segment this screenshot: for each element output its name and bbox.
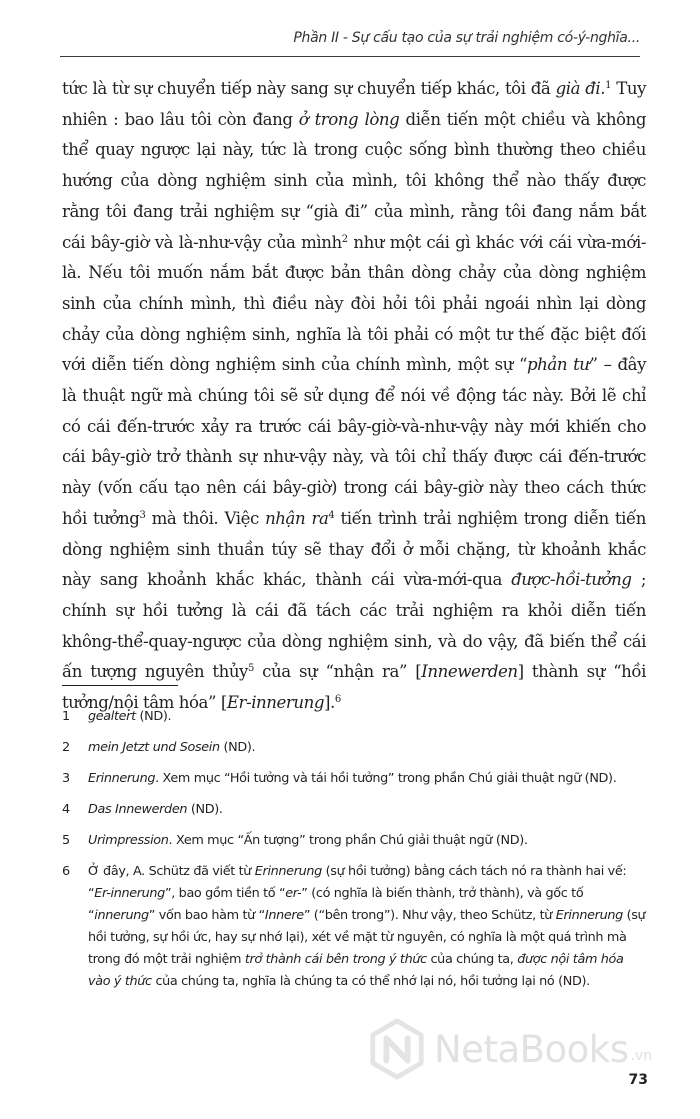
text-run: ]. — [324, 693, 335, 713]
footnote-number: 3 — [62, 771, 70, 786]
text-run: . Xem mục “Hồi tưởng và tái hồi tưởng” trong phần Chú giải thuật ngữ (ND). — [155, 771, 617, 786]
text-run: (sự hồi tưởng, sự hồi ức, hay sự nhớ lại), xét về mặt từ nguyên, có nghĩa là một quá trình mà trong đó một trải nghiệm — [88, 908, 646, 967]
text-run-italic: nhận ra — [265, 508, 329, 528]
text-run-italic: trở thành cái bên trong ý thức — [244, 952, 427, 967]
text-run-italic: Innere — [264, 908, 304, 923]
text-run-italic: mein Jetzt und Sosein — [88, 740, 220, 755]
watermark-brand: NetaBooks — [434, 1027, 629, 1071]
text-run: ” (“bên trong”). Như vậy, theo Schütz, từ — [303, 908, 556, 923]
text-run: mà thôi. Việc — [145, 508, 266, 528]
footnote-2 — [62, 737, 646, 759]
text-run: ] thành sự “hồi tưởng/nội tâm hóa” [ — [62, 662, 646, 713]
text-run: như một cái gì khác với cái vừa-mới-là. Nếu tôi muốn nắm bắt được bản thân dòng chảy của dòng nghiệm sinh của chính mình, thì điều này đòi hỏi tôi phải ngoái nhìn lại dòng chảy của dòng nghiệm sinh, nghĩa là tôi phải có một tư thế đặc biệt đối với diễn tiến dòng nghiệm sinh của chính mình, một sự “ — [62, 232, 646, 375]
footnote-number: 6 — [62, 864, 70, 879]
footnote-3 — [62, 768, 646, 790]
text-run: . Xem mục “Ấn tượng” trong phần Chú giải thuật ngữ (ND). — [168, 833, 528, 848]
text-run: của chúng ta, — [426, 952, 518, 967]
text-run: ” – đây là thuật ngữ mà chúng tôi sẽ sử dụng để nói về động tác này. Bởi lẽ chỉ có cái đến-trước xảy ra trước cái bây-giờ-và-như-vậy này mới khiến cho cái bây-giờ trở thành sự như-vậy này, và tôi chỉ thấy được cái đến-trước này (vốn cấu tạo nên cái bây-giờ) trong cái bây-giờ này theo cách thức hồi tưởng — [62, 355, 646, 528]
text-run: (sự hồi tưởng) bằng cách tách nó ra thành hai vế: “ — [88, 864, 627, 901]
footnote-number: 4 — [62, 802, 70, 817]
text-run: (ND). — [135, 709, 172, 724]
text-run: ” (có nghĩa là biến thành, trở thành), và gốc tố “ — [88, 886, 584, 923]
text-run-italic: innerung — [94, 908, 149, 923]
text-run-italic: er- — [285, 886, 302, 901]
footnote-ref-4[interactable]: 4 — [328, 509, 335, 521]
main-paragraph — [62, 74, 646, 719]
footnote-1 — [62, 706, 646, 728]
text-run: (ND). — [219, 740, 256, 755]
text-run: tức là từ sự chuyển tiếp này sang sự chuyển tiếp khác, tôi đã — [62, 79, 556, 98]
footnote-6 — [62, 861, 646, 993]
running-header — [60, 26, 640, 57]
footnotes — [62, 706, 646, 1002]
text-run: Ở đây, A. Schütz đã viết từ — [88, 864, 255, 879]
footnote-text — [88, 768, 646, 790]
text-run-italic: Erinnerung — [555, 908, 623, 923]
text-run: của chúng ta, nghĩa là chúng ta có thể nhớ lại nó, hồi tưởng lại nó (ND). — [151, 974, 590, 989]
footnote-ref-3[interactable]: 3 — [139, 509, 146, 521]
footnote-number: 2 — [62, 740, 70, 755]
footnote-text — [88, 861, 646, 993]
text-run-italic: Er-innerung — [94, 886, 165, 901]
text-run: Tuy nhiên : bao lâu tôi còn đang — [62, 79, 647, 129]
text-run-italic: ở trong lòng — [298, 109, 400, 129]
text-run: (ND). — [187, 802, 223, 817]
netabooks-logo-icon — [366, 1018, 428, 1080]
text-run: ; chính sự hồi tưởng là cái đã tách các trải nghiệm ra khỏi diễn tiến không-thể-quay-ngược của dòng nghiệm sinh, và do vậy, đã biến thể cái ấn tượng nguyên thủy — [62, 570, 646, 682]
text-run-italic: Urimpression — [88, 833, 169, 848]
text-run-italic: phản tư — [526, 355, 590, 375]
text-run-italic: Erinnerung — [88, 771, 156, 786]
text-run-italic: được nội tâm hóa vào ý thức — [88, 952, 624, 989]
footnote-ref-2[interactable]: 2 — [341, 233, 348, 245]
text-run-italic: gealtert — [88, 709, 136, 724]
footnote-number: 5 — [62, 833, 70, 848]
footnote-ref-5[interactable]: 5 — [247, 663, 254, 675]
text-run: ” vốn bao hàm từ “ — [148, 908, 265, 923]
footnote-number: 1 — [62, 709, 70, 724]
text-run-italic: Erinnerung — [254, 864, 322, 879]
watermark-domain: .vn — [630, 1048, 653, 1064]
text-run: diễn tiến một chiều và không thể quay ngược lại này, tức là trong cuộc sống bình thường theo chiều hướng của dòng nghiệm sinh của mình, tôi không thể nào thấy được rằng tôi đang trải nghiệm sự “già đi” của mình, rằng tôi đang nắm bắt cái bây-giờ và là-như-vậy của mình — [62, 109, 647, 252]
text-run: ”, bao gồm tiền tố “ — [164, 886, 286, 901]
footnote-ref-6[interactable]: 6 — [334, 694, 341, 706]
text-run-italic: Er-innerung — [226, 693, 325, 713]
text-run-italic: già đi. — [555, 79, 606, 98]
text-run-italic: Das Innewerden — [88, 802, 188, 817]
footnote-separator — [62, 685, 178, 686]
text-run: tiến trình trải nghiệm trong diễn tiến dòng nghiệm sinh thuần túy sẽ thay đổi ở mỗi chặng, từ khoảnh khắc này sang khoảnh khắc khác, thành cái vừa-mới-qua — [62, 508, 646, 590]
footnote-text — [88, 737, 646, 759]
footnote-ref-1[interactable]: 1 — [605, 80, 612, 91]
page-number: 73 — [628, 1072, 648, 1088]
text-run-italic: Innewerden — [421, 662, 518, 682]
text-run-italic: được-hồi-tưởng — [511, 570, 632, 590]
footnote-5 — [62, 830, 646, 852]
footnote-text — [88, 706, 646, 728]
text-run: của sự “nhận ra” [ — [253, 662, 422, 682]
running-title: Phần II - Sự cấu tạo của sự trải nghiệm có-ý-nghĩa... — [293, 30, 640, 46]
footnote-4 — [62, 799, 646, 821]
footnote-text — [88, 830, 646, 852]
watermark — [366, 1018, 652, 1080]
footnote-text — [88, 799, 646, 821]
